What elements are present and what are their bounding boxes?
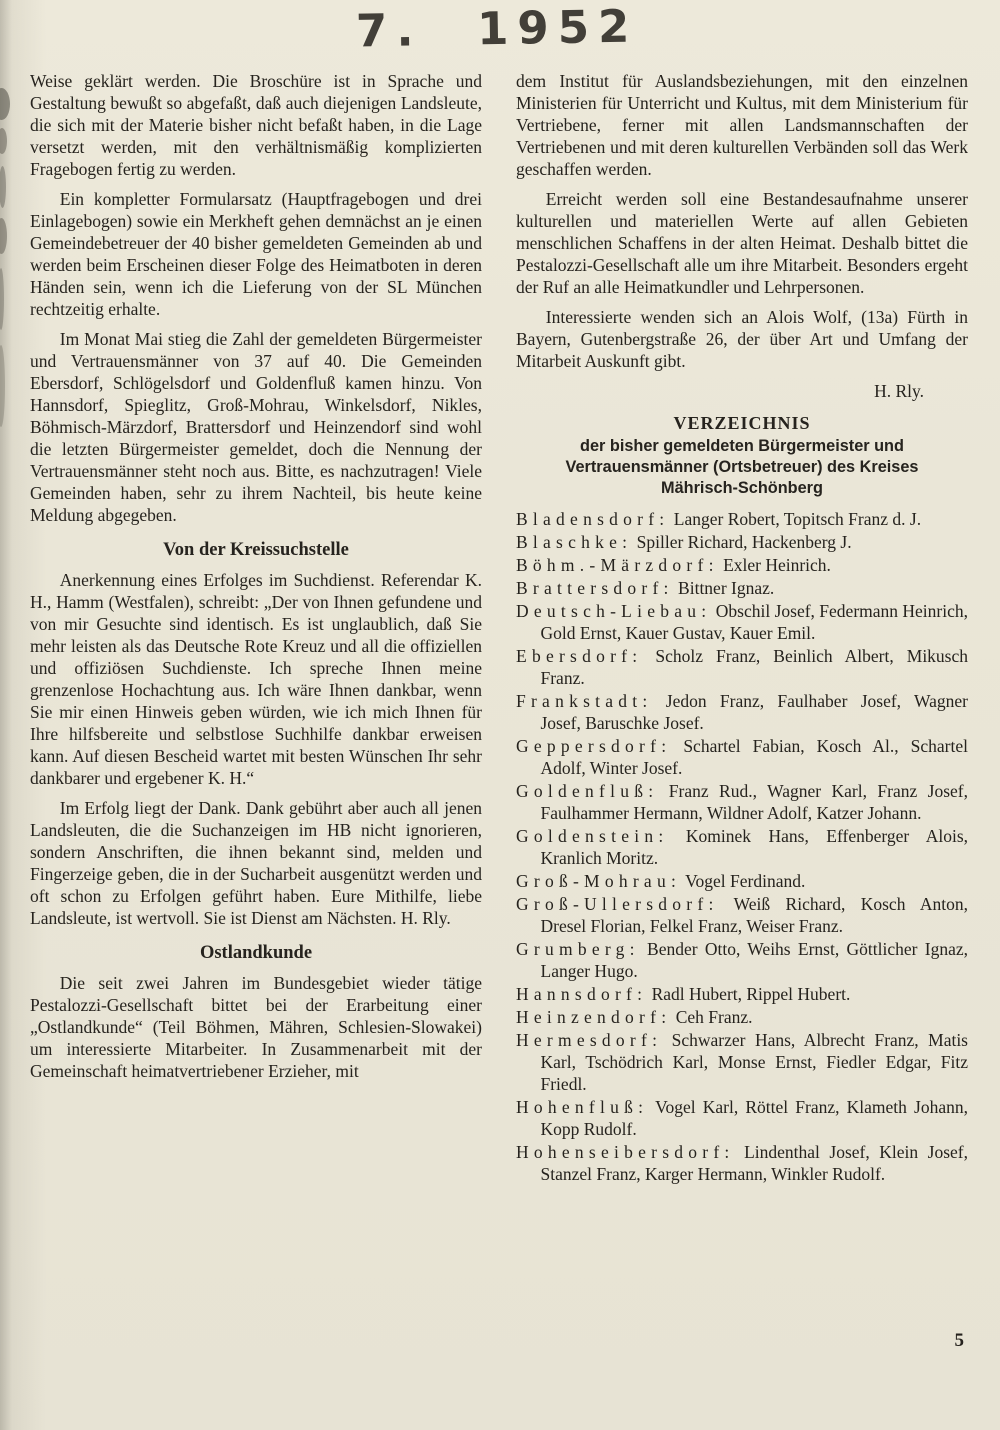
left-column bbox=[30, 70, 482, 1186]
officials-names: Lindenthal Josef, Klein Josef, Stanzel Franz, Karger Hermann, Winkler Rudolf. bbox=[540, 1142, 969, 1184]
two-column-layout bbox=[30, 70, 968, 1186]
directory-entry bbox=[516, 577, 968, 599]
scan-artifact bbox=[0, 166, 6, 208]
directory-entry bbox=[516, 825, 968, 869]
place-name: Goldenfluß: bbox=[516, 781, 659, 801]
directory-subtitle-line: Mährisch-Schönberg bbox=[661, 479, 823, 497]
section-heading-kreissuchstelle: Von der Kreissuchstelle bbox=[163, 540, 349, 560]
place-name: Grumberg: bbox=[516, 939, 640, 959]
scan-artifact bbox=[0, 128, 7, 154]
officials-names: Vogel Ferdinand. bbox=[685, 871, 806, 891]
paragraph: Die seit zwei Jahren im Bundesgebiet wieder tätige Pestalozzi-Gesellschaft bittet bei der Erarbeitung einer „Ostlandkunde“ (Teil Böhmen, Mähren, Schlesien-Slowakei) um interessierte Mitarbeiter. In Zusammenarbeit mit der Gemeinschaft heimatvertriebener Erzieher, mit bbox=[30, 973, 482, 1081]
place-name: Groß-Ullersdorf: bbox=[516, 894, 719, 914]
place-name: Böhm.-Märzdorf: bbox=[516, 555, 719, 575]
place-name: Bladensdorf: bbox=[516, 509, 670, 529]
officials-names: Exler Heinrich. bbox=[723, 555, 831, 575]
scan-artifact bbox=[0, 268, 4, 330]
place-name: Hannsdorf: bbox=[516, 984, 648, 1004]
directory-entry bbox=[516, 600, 968, 644]
directory-entry bbox=[516, 554, 968, 576]
directory-entry bbox=[516, 983, 968, 1005]
directory-entry bbox=[516, 1029, 968, 1095]
scan-artifact bbox=[0, 345, 5, 427]
directory-subtitle-line: Vertrauensmänner (Ortsbetreuer) des Kreises bbox=[565, 458, 919, 476]
place-name: Deutsch-Liebau: bbox=[516, 601, 712, 621]
place-name: Groß-Mohrau: bbox=[516, 871, 682, 891]
officials-names: Schwarzer Hans, Albrecht Franz, Matis Karl, Tschödrich Karl, Monse Ernst, Fiedler Edgar, Fitz Friedl. bbox=[540, 1030, 968, 1094]
place-name: Heinzendorf: bbox=[516, 1007, 672, 1027]
officials-names: Scholz Franz, Beinlich Albert, Mikusch Franz. bbox=[540, 646, 969, 688]
directory-entry bbox=[516, 870, 968, 892]
scan-artifact bbox=[0, 218, 7, 254]
mayors-directory-list bbox=[516, 508, 968, 1185]
officials-names: Franz Rud., Wagner Karl, Franz Josef, Faulhammer Hermann, Wildner Adolf, Katzer Johann. bbox=[540, 781, 968, 823]
directory-entry bbox=[516, 735, 968, 779]
place-name: Ebersdorf: bbox=[516, 646, 643, 666]
directory-entry bbox=[516, 1006, 968, 1028]
paragraph: Interessierte wenden sich an Alois Wolf, (13a) Fürth in Bayern, Gutenbergstraße 26, der über Art und Umfang der Mitarbeit Auskunft gibt. bbox=[516, 307, 968, 371]
place-name: Goldenstein: bbox=[516, 826, 669, 846]
directory-title: VERZEICHNIS bbox=[673, 413, 811, 433]
place-name: Geppersdorf: bbox=[516, 736, 672, 756]
paragraph: Erreicht werden soll eine Bestandesaufnahme unserer kulturellen und materiellen Werte auf allen Gebieten menschlichen Schaffens in der alten Heimat. Deshalb bittet die Pestalozzi-Gesellschaft alle um ihre Mitarbeit. Besonders ergeht der Ruf an alle Heimatkundler und Lehrpersonen. bbox=[516, 189, 968, 297]
paragraph: Im Monat Mai stieg die Zahl der gemeldeten Bürgermeister und Vertrauensmänner von 37 auf 40. Die Gemeinden Ebersdorf, Schlögelsdorf und Goldenfluß kamen hinzu. Von Hannsdorf, Spieglitz, Groß-Mohrau, Winkelsdorf, Nikles, Böhmisch-Märzdorf, Brattersdorf und Heinzendorf sind wohl die letzten Bürgermeister gemeldet, doch die Nennung der Vertrauensmänner steht noch aus. Bitte, es nachzutragen! Viele Gemeinden haben, sehr zu ihrem Nachteil, bis heute keine Meldung abgegeben. bbox=[30, 329, 482, 525]
directory-entry bbox=[516, 508, 968, 530]
scan-artifact bbox=[0, 88, 10, 120]
place-name: Brattersdorf: bbox=[516, 578, 674, 598]
paragraph: Weise geklärt werden. Die Broschüre ist in Sprache und Gestaltung bewußt so abgefaßt, daß auch diejenigen Landsleute, die sich mit der Materie bisher nicht befaßt haben, in die Lage versetzt werden, mit den verhältnismäßig komplizierten Fragebogen fertig zu werden. bbox=[30, 71, 482, 179]
officials-names: Ceh Franz. bbox=[675, 1007, 753, 1027]
handwritten-date-stamp: 7. 1952 bbox=[355, 0, 639, 58]
directory-entry bbox=[516, 645, 968, 689]
directory-entry bbox=[516, 938, 968, 982]
directory-subtitle bbox=[516, 436, 968, 499]
directory-entry bbox=[516, 1141, 968, 1185]
place-name: Hohenseibersdorf: bbox=[516, 1142, 735, 1162]
place-name: Hermesdorf: bbox=[516, 1030, 663, 1050]
place-name: Frankstadt: bbox=[516, 691, 653, 711]
paragraph: dem Institut für Auslandsbeziehungen, mit den einzelnen Ministerien für Unterricht und Kultus, mit dem Ministerium für Vertriebene, ferner mit allen Landsmannschaften der Vertriebenen und mit deren kulturellen Verbänden soll das Werk geschaffen werden. bbox=[516, 71, 968, 179]
page-number: 5 bbox=[954, 1330, 964, 1351]
officials-names: Bittner Ignaz. bbox=[678, 578, 775, 598]
place-name: Hohenfluß: bbox=[516, 1097, 649, 1117]
directory-entry bbox=[516, 531, 968, 553]
officials-names: Langer Robert, Topitsch Franz d. J. bbox=[673, 509, 922, 529]
officials-names: Spiller Richard, Hackenberg J. bbox=[636, 532, 852, 552]
officials-names: Kominek Hans, Effenberger Alois, Kranlich Moritz. bbox=[540, 826, 968, 868]
right-column bbox=[516, 70, 968, 1186]
officials-names: Jedon Franz, Faulhaber Josef, Wagner Josef, Baruschke Josef. bbox=[540, 691, 968, 733]
officials-names: Bender Otto, Weihs Ernst, Göttlicher Ignaz, Langer Hugo. bbox=[540, 939, 968, 981]
author-initials: H. Rly. bbox=[874, 381, 924, 401]
directory-entry bbox=[516, 780, 968, 824]
officials-names: Vogel Karl, Röttel Franz, Klameth Johann, Kopp Rudolf. bbox=[540, 1097, 968, 1139]
paragraph: Anerkennung eines Erfolges im Suchdienst. Referendar K. H., Hamm (Westfalen), schreibt: „Der von Ihnen gefundene und von mir Gesuchte sind identisch. Es ist unglaublich, daß Sie mehr leisten als das Deutsche Rote Kreuz und all die offiziellen und offiziösen Suchdienste. Ich spreche Ihnen meine grenzenlose Hochachtung aus. Ich wäre Ihnen dankbar, wenn Sie mir einen Hinweis geben würden, wie ich mich Ihnen für Ihre hilfsbereite und selbstlose Suchhilfe dankbar erweisen kann. Auf diesen Bescheid wartet mit besten Wünschen Ihr sehr dankbarer und ergebener K. H.“ bbox=[30, 570, 482, 788]
paragraph: Im Erfolg liegt der Dank. Dank gebührt aber auch all jenen Landsleuten, die die Suchanzeigen im HB nicht ignorieren, sondern Anschriften, die ihnen bekannt sind, melden und Fingerzeige geben, die in der Sucharbeit ausgenützt werden und oft schon zu Erfolgen geführt haben. Eure Mithilfe, liebe Landsleute, ist wertvoll. Sie ist Dienst am Nächsten. H. Rly. bbox=[30, 798, 482, 928]
directory-subtitle-line: der bisher gemeldeten Bürgermeister und bbox=[580, 437, 904, 455]
officials-names: Schartel Fabian, Kosch Al., Schartel Adolf, Winter Josef. bbox=[540, 736, 968, 778]
directory-entry bbox=[516, 690, 968, 734]
officials-names: Obschil Josef, Federmann Heinrich, Gold Ernst, Kauer Gustav, Kauer Emil. bbox=[540, 601, 969, 643]
officials-names: Weiß Richard, Kosch Anton, Dresel Florian, Felkel Franz, Weiser Franz. bbox=[540, 894, 968, 936]
paragraph: Ein kompletter Formularsatz (Hauptfragebogen und drei Einlagebogen) sowie ein Merkheft gehen demnächst an je einen Gemeindebetreuer der 40 bisher gemeldeten Gemeinden ab und werden beim Erscheinen dieser Folge des Heimatboten in deren Händen sein, wenn ich die Lieferung von der SL München rechtzeitig erhalte. bbox=[30, 189, 482, 319]
directory-entry bbox=[516, 1096, 968, 1140]
officials-names: Radl Hubert, Rippel Hubert. bbox=[651, 984, 851, 1004]
place-name: Blaschke: bbox=[516, 532, 633, 552]
section-heading-ostlandkunde: Ostlandkunde bbox=[199, 943, 313, 963]
directory-entry bbox=[516, 893, 968, 937]
